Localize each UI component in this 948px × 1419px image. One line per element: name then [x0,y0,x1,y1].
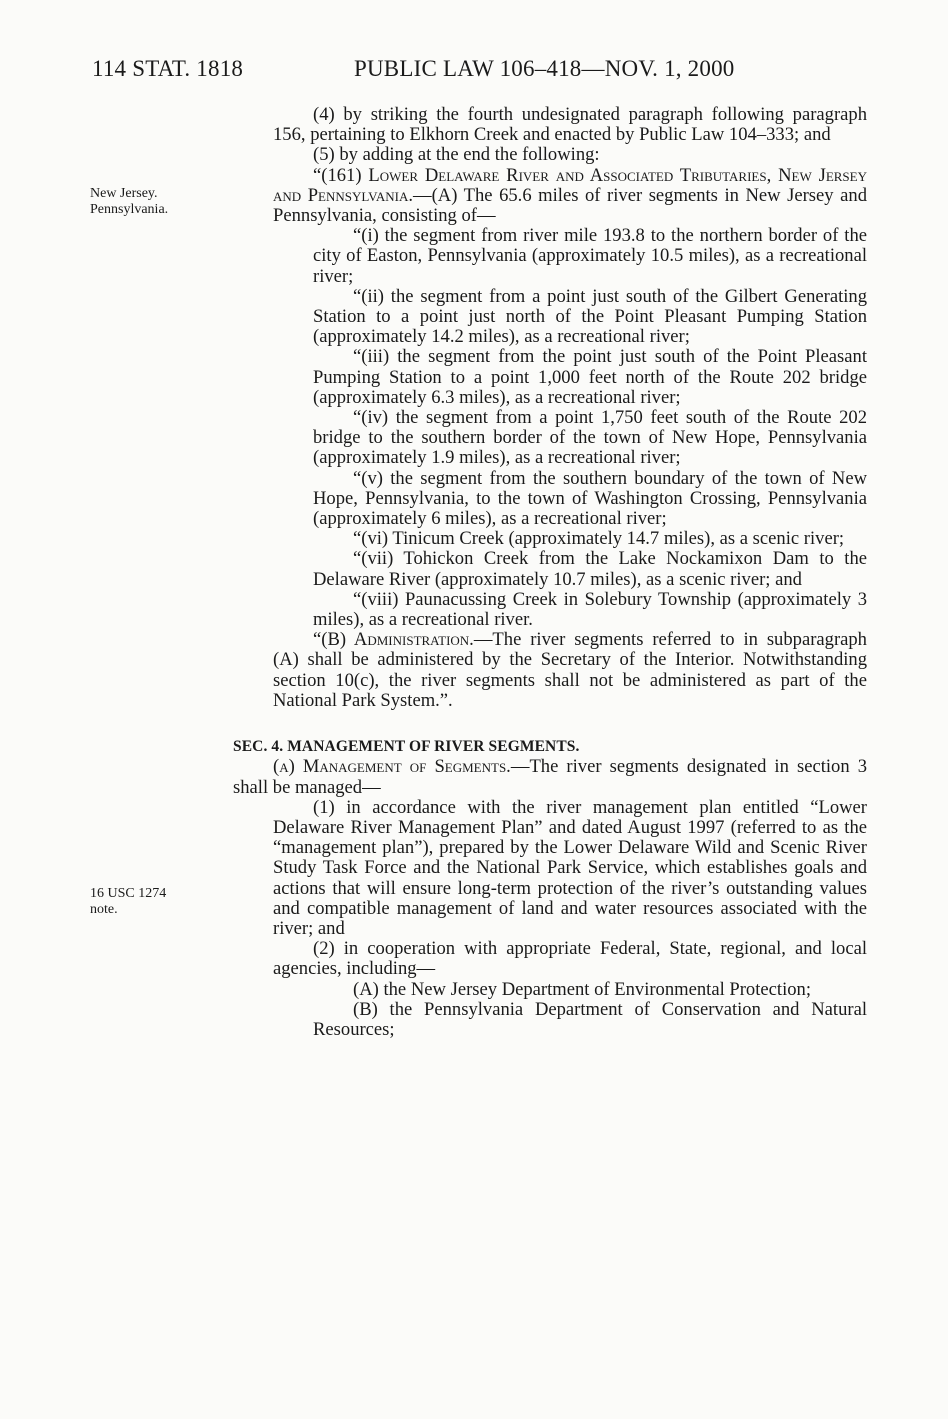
subsection-a-2-B: (B) the Pennsylvania Department of Conservation and Natural Resources; [313,998,867,1040]
subparagraph-b-heading: “(B) Administration. [313,629,474,651]
clause-ii: “(ii) the segment from a point just south of the Gilbert Generating Station to a point just north of the Point Pleasant Pumping Station (approximately 14.2 miles), as a recreational river; [313,285,867,348]
clause-iv: “(iv) the segment from a point 1,750 feet south of the Route 202 bridge to the southern border of the town of New Hope, Pennsylvania (approximately 1.9 miles), as a recreational river; [313,407,867,469]
running-header-title: PUBLIC LAW 106–418—NOV. 1, 2000 [354,56,735,81]
clause-vii: “(vii) Tohickon Creek from the Lake Nockamixon Dam to the Delaware River (approximately 10.7 miles), as a scenic river; and [313,548,867,590]
subsection-a-heading: (a) Management of Segments. [273,756,511,778]
subsection-a [233,757,867,797]
document-body [233,105,867,1040]
margin-note-line: Pennsylvania. [90,202,169,217]
margin-note-line: note. [90,902,118,917]
paragraph-161 [233,166,867,227]
clause-v: “(v) the segment from the southern boundary of the town of New Hope, Pennsylvania, to the town of Washington Crossing, Pennsylvania (approximately 6 miles), as a recreational river; [313,467,867,530]
page-stat-citation: 114 STAT. 1818 [92,56,244,81]
subsection-a-2-A: (A) the New Jersey Department of Environmental Protection; [353,978,811,1000]
subsection-a-1: (1) in accordance with the river management plan entitled “Lower Delaware River Management Plan” and dated August 1997 (referred to as the “management plan”), prepared by the Lower Delaware Wild and Scenic River Study Task Force and the National Park Service, which establishes goals and actions that will ensure long-term protection of the river’s outstanding values and compatible management of land and water resources associated with the river; and [273,796,867,939]
clause-vi: “(vi) Tinicum Creek (approximately 14.7 miles), as a scenic river; [353,528,845,550]
paragraph-161-heading: “(161) Lower Delaware River and Associated Tributaries, New Jersey and Pennsylvania. [273,164,867,206]
paragraph-5: (5) by adding at the end the following: [313,144,600,166]
clause-viii: “(viii) Paunacussing Creek in Solebury Township (approximately 3 miles), as a recreational river. [313,588,867,631]
paragraph-4: (4) by striking the fourth undesignated paragraph following paragraph 156, pertaining to Elkhorn Creek and enacted by Public Law 104–333; and [273,104,867,146]
subparagraph-b-text: —The river segments referred to in subparagraph (A) shall be administered by the Secretary of the Interior. Notwithstanding section 10(c), the river segments shall not be administered as part of the National Park System.”. [273,629,867,711]
clause-i: “(i) the segment from river mile 193.8 to the northern border of the city of Easton, Pennsylvania (approximately 10.5 miles), as a recreational river; [313,225,867,287]
clause-iii: “(iii) the segment from the point just south of the Point Pleasant Pumping Station to a point 1,000 feet north of the Route 202 bridge (approximately 6.3 miles), as a recreational river; [313,346,867,408]
subsection-a-2: (2) in cooperation with appropriate Federal, State, regional, and local agencies, including— [273,938,867,980]
margin-note-usc [90,886,166,918]
margin-note-states [90,186,168,218]
subparagraph-b [233,630,867,711]
section-4-heading: SEC. 4. MANAGEMENT OF RIVER SEGMENTS. [233,738,580,756]
subsection-a-text: —The river segments designated in section 3 shall be managed— [233,756,867,798]
margin-note-line: New Jersey. [90,186,158,201]
margin-note-line: 16 USC 1274 [90,886,167,901]
paragraph-161-text: —(A) The 65.6 miles of river segments in New Jersey and Pennsylvania, consisting of— [273,184,867,227]
